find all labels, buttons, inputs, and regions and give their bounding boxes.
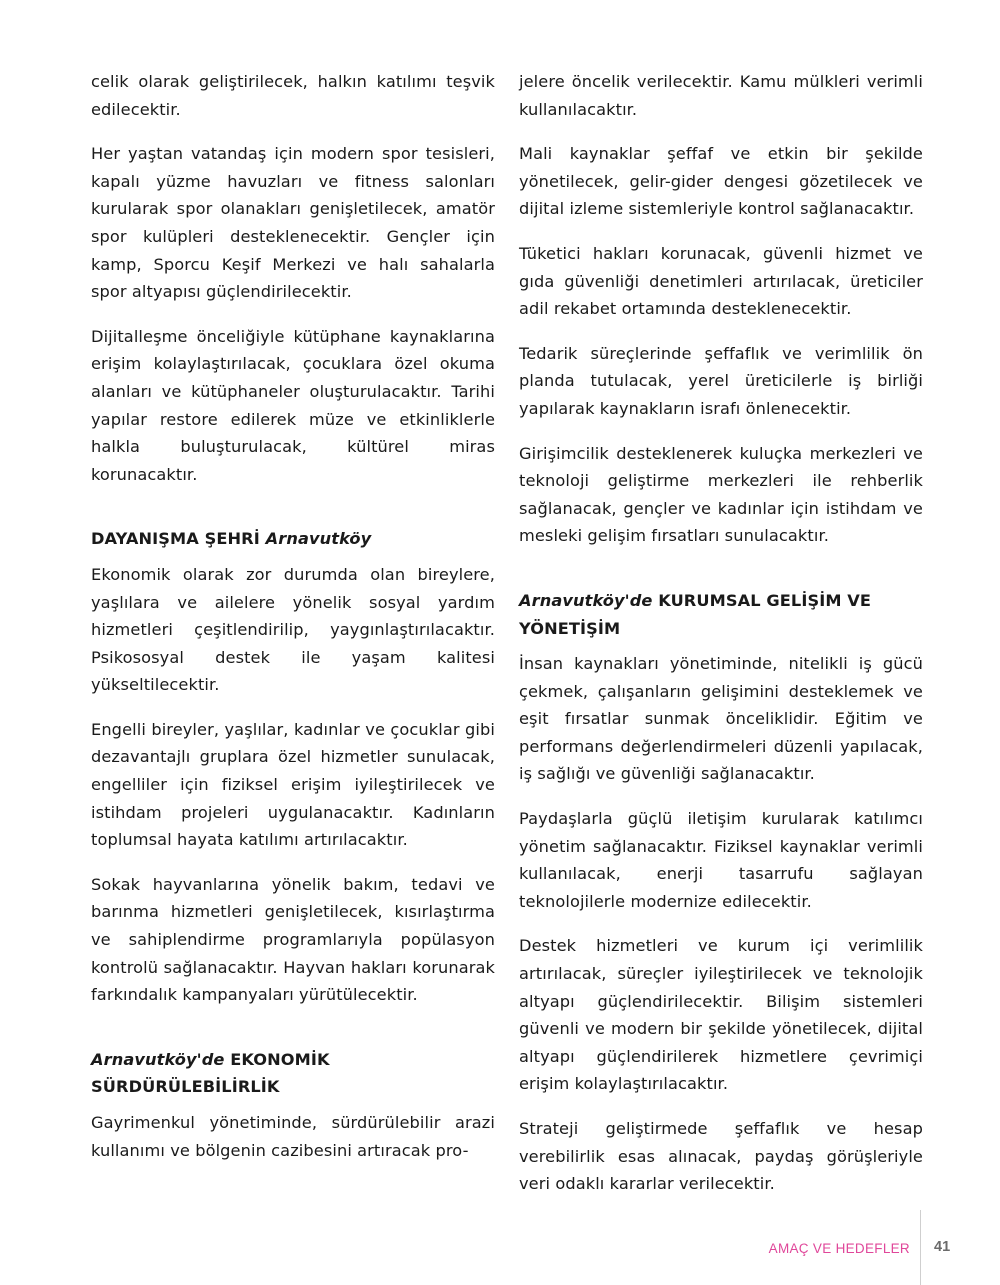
left-paragraph-5: Engelli bireyler, yaşlılar, kadınlar ve çocuklar gibi dezavantajlı gruplara özel hizmetler sunulacak, engelliler için fiziksel erişim iyileştirilecek ve istihdam projeleri uygulanacaktır. Kadınların toplumsal hayata katılımı artırılacaktır. xyxy=(91,719,495,850)
heading-kurumsal-italic: Arnavutköy'de xyxy=(519,590,653,610)
footer-divider xyxy=(920,1210,921,1285)
right-paragraph-7: Paydaşlarla güçlü iletişim kurularak katılımcı yönetim sağlanacaktır. Fiziksel kaynaklar verimli kullanılacak, enerji tasarrufu sağlayan teknolojilerle modernize edilecektir. xyxy=(519,809,923,911)
heading-ekonomik-italic: Arnavutköy'de xyxy=(91,1049,225,1069)
left-paragraph-1: celik olarak geliştirilecek, halkın katılımı teşvik edilecektir. xyxy=(91,72,495,119)
heading-kurumsal-main: KURUMSAL GELİŞİM VE YÖNETİŞİM xyxy=(519,590,872,638)
right-column xyxy=(519,68,923,1198)
section-heading-ekonomik xyxy=(91,1046,495,1101)
page-number: 41 xyxy=(934,1239,951,1255)
left-paragraph-6: Sokak hayvanlarına yönelik bakım, tedavi ve barınma hizmetleri genişletilecek, kısırlaştırma ve sahiplendirme programlarıyla popülasyon kontrolü sağlanacaktır. Hayvan hakları korunarak farkındalık kampanyaları yürütülecektir. xyxy=(91,874,495,1005)
heading-dayanisma-italic: Arnavutköy xyxy=(259,529,372,549)
left-paragraph-3: Dijitalleşme önceliğiyle kütüphane kaynaklarına erişim kolaylaştırılacak, çocuklara özel okuma alanları ve kütüphaneler oluşturulacaktır. Tarihi yapılar restore edilerek müze ve etkinliklerle halkla buluşturulacak, kültürel miras korunacaktır. xyxy=(91,326,495,484)
section-heading-dayanisma xyxy=(91,525,495,553)
left-paragraph-7: Gayrimenkul yönetiminde, sürdürülebilir arazi kullanımı ve bölgenin cazibesini artıracak pro- xyxy=(91,1113,495,1160)
right-paragraph-4: Tedarik süreçlerinde şeffaflık ve verimlilik ön planda tutulacak, yerel üreticilerle iş birliği yapılarak kaynakların israfı önlenecektir. xyxy=(519,343,923,418)
right-paragraph-2: Mali kaynaklar şeffaf ve etkin bir şekilde yönetilecek, gelir-gider dengesi gözetilecek ve dijital izleme sistemleriyle kontrol sağlanacaktır. xyxy=(519,144,923,219)
left-paragraph-2: Her yaştan vatandaş için modern spor tesisleri, kapalı yüzme havuzları ve fitness salonları kurularak spor olanakları genişletilecek, amatör spor kulüpleri desteklenecektir. Gençler için kamp, Sporcu Keşif Merkezi ve halı sahalarla spor altyapısı güçlendirilecektir. xyxy=(91,144,495,302)
left-paragraph-4: Ekonomik olarak zor durumda olan bireylere, yaşlılara ve ailelere yönelik sosyal yardım hizmetleri çeşitlendirilip, yaygınlaştırılacaktır. Psikososyal destek ile yaşam kalitesi yükseltilecektir. xyxy=(91,564,495,695)
right-paragraph-5: Girişimcilik desteklenerek kuluçka merkezleri ve teknoloji geliştirme merkezleri ile rehberlik sağlanacak, gençler ve kadınlar için istihdam ve mesleki gelişim fırsatları sunulacaktır. xyxy=(519,443,923,546)
right-paragraph-8: Destek hizmetleri ve kurum içi verimlilik artırılacak, süreçler iyileştirilecek ve teknolojik altyapı güçlendirilecektir. Bilişim sistemleri güvenli ve modern bir şekilde yönetilecek, dijital altyapı güçlendirilerek hizmetlere çevrimiçi erişim kolaylaştırılacaktır. xyxy=(519,936,923,1094)
heading-ekonomik-main: EKONOMİK SÜRDÜRÜLEBİLİRLİK xyxy=(91,1049,330,1097)
heading-dayanisma-main: DAYANIŞMA ŞEHRİ xyxy=(91,529,260,549)
right-paragraph-3: Tüketici hakları korunacak, güvenli hizmet ve gıda güvenliği denetimleri artırılacak, üreticiler adil rekabet ortamında desteklenecektir. xyxy=(519,243,923,319)
left-column xyxy=(91,68,495,1164)
footer-section-label: AMAÇ VE HEDEFLER xyxy=(768,1241,910,1256)
right-paragraph-9: Strateji geliştirmede şeffaflık ve hesap verebilirlik esas alınacak, paydaş görüşleriyle veri odaklı kararlar verilecektir. xyxy=(519,1119,923,1194)
right-paragraph-6: İnsan kaynakları yönetiminde, nitelikli iş gücü çekmek, çalışanların gelişimini desteklemek ve eşit fırsatlar sunmak önceliklidir. Eğitim ve performans değerlendirmeleri düzenli yapılacak, iş sağlığı ve güvenliği sağlanacaktır. xyxy=(519,654,923,784)
right-paragraph-1: jelere öncelik verilecektir. Kamu mülkleri verimli kullanılacaktır. xyxy=(519,72,923,119)
section-heading-kurumsal xyxy=(519,587,923,642)
